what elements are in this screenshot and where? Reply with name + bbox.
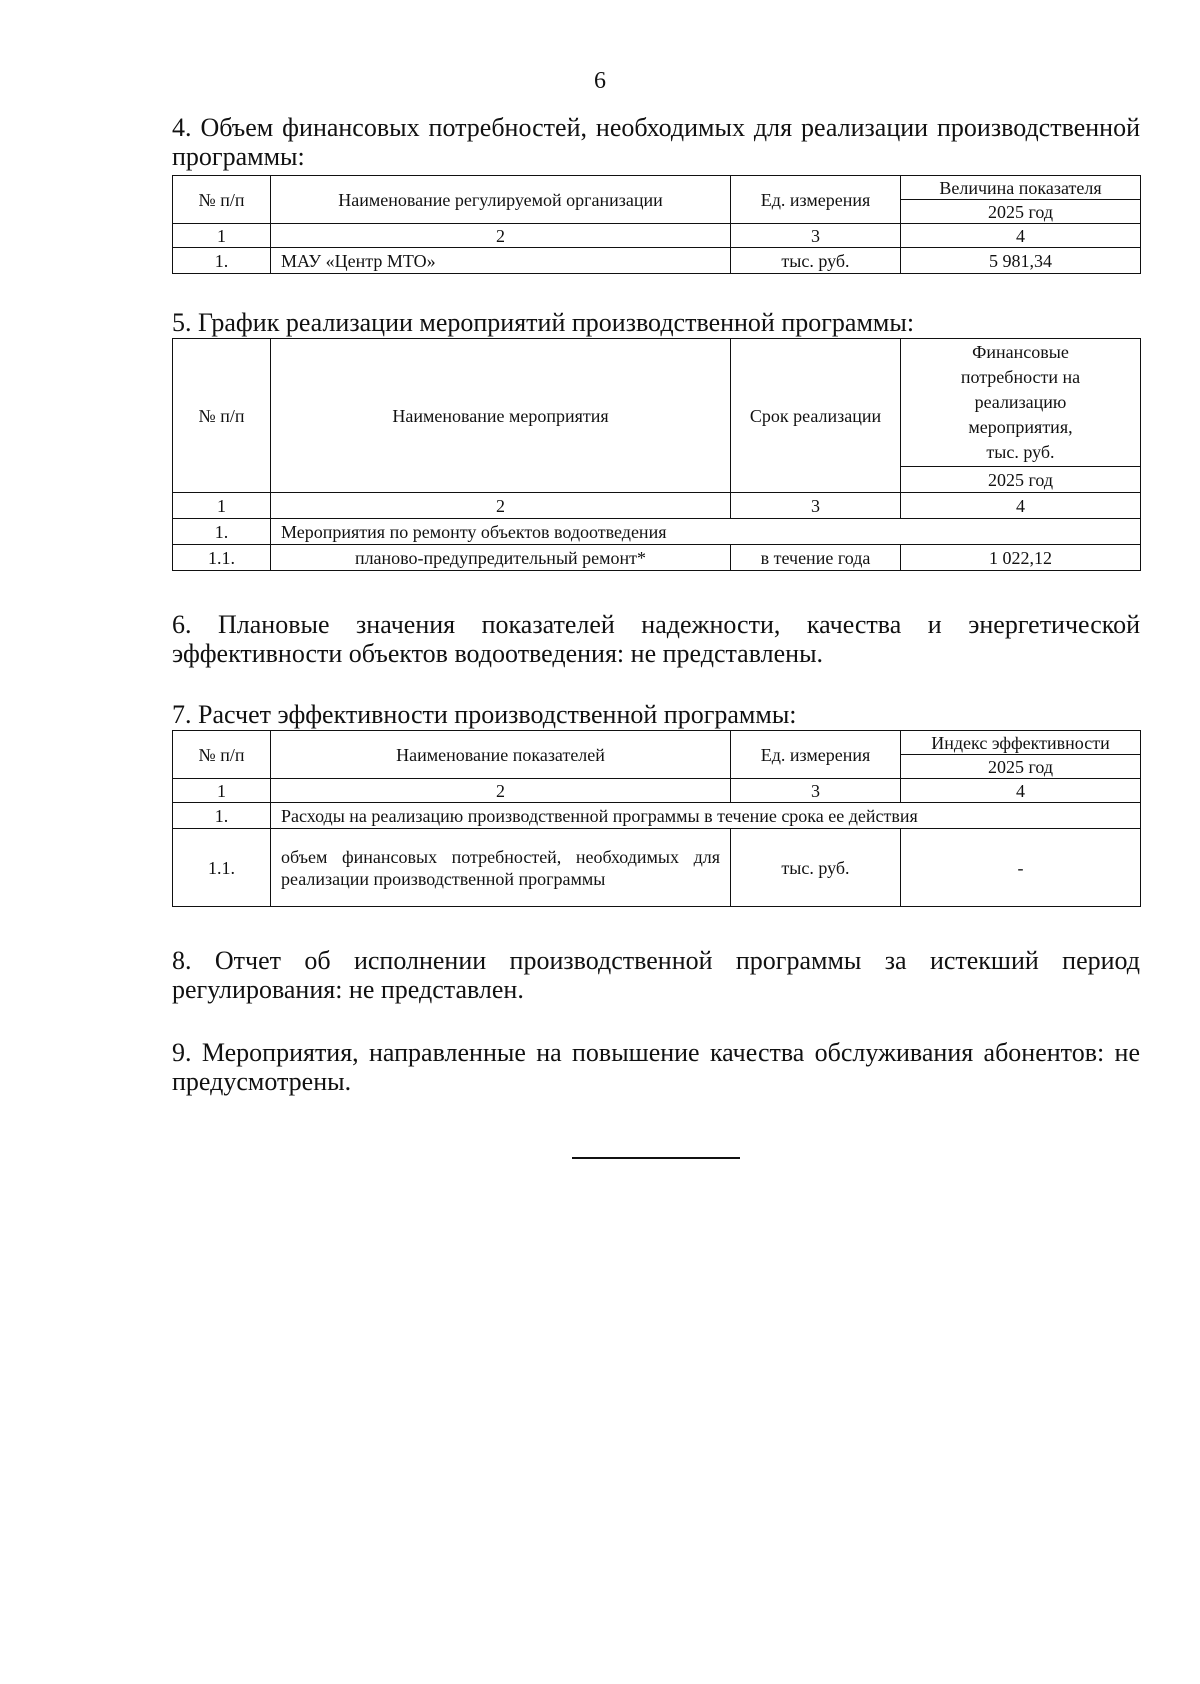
row-indicator-name: объем финансовых потребностей, необходимых для реализации производственной программы (271, 829, 731, 907)
group-num: 1. (173, 519, 271, 545)
col-number: 4 (901, 224, 1141, 248)
financial-needs-table (172, 175, 1141, 274)
header-year: 2025 год (901, 755, 1141, 779)
header-org-name: Наименование регулируемой организации (271, 176, 731, 224)
row-value: 5 981,34 (901, 248, 1141, 274)
header-year: 2025 год (901, 467, 1141, 493)
col-number: 3 (731, 779, 901, 803)
section-9-text: 9. Мероприятия, направленные на повышение качества обслуживания абонентов: не предусмотрены. (172, 1038, 1140, 1096)
header-finance (901, 339, 1141, 467)
row-value: 1 022,12 (901, 545, 1141, 571)
col-number: 2 (271, 493, 731, 519)
table-row (173, 224, 1141, 248)
table-row (173, 545, 1141, 571)
row-activity-name: планово-предупредительный ремонт* (271, 545, 731, 571)
table-row (173, 829, 1141, 907)
table-row (173, 803, 1141, 829)
header-index: Индекс эффективности (901, 731, 1141, 755)
header-term: Срок реализации (731, 339, 901, 493)
row-num: 1.1. (173, 545, 271, 571)
section-4-title: 4. Объем финансовых потребностей, необходимых для реализации производственной программы: (172, 113, 1140, 171)
header-num: № п/п (173, 731, 271, 779)
header-finance-line: реализацию (974, 392, 1067, 412)
header-value: Величина показателя (901, 176, 1141, 200)
section-7-title: 7. Расчет эффективности производственной программы: (172, 700, 797, 729)
end-separator-line (572, 1157, 740, 1159)
row-term: в течение года (731, 545, 901, 571)
table-row (173, 779, 1141, 803)
col-number: 1 (173, 493, 271, 519)
header-year: 2025 год (901, 200, 1141, 224)
col-number: 1 (173, 779, 271, 803)
col-number: 3 (731, 224, 901, 248)
col-number: 3 (731, 493, 901, 519)
table-row (173, 493, 1141, 519)
header-finance-line: потребности на (960, 367, 1081, 387)
header-unit: Ед. измерения (731, 731, 901, 779)
col-number: 4 (901, 779, 1141, 803)
header-finance-line: мероприятия, (968, 417, 1073, 437)
efficiency-table (172, 730, 1141, 907)
header-finance-line: Финансовые (972, 342, 1069, 362)
page-number: 6 (594, 68, 606, 94)
group-name: Мероприятия по ремонту объектов водоотведения (271, 519, 1141, 545)
group-name: Расходы на реализацию производственной программы в течение срока ее действия (271, 803, 1141, 829)
col-number: 4 (901, 493, 1141, 519)
row-unit: тыс. руб. (731, 248, 901, 274)
section-5-title: 5. График реализации мероприятий производственной программы: (172, 308, 915, 337)
schedule-table (172, 338, 1141, 571)
header-unit: Ед. измерения (731, 176, 901, 224)
section-6-text: 6. Плановые значения показателей надежности, качества и энергетической эффективности объектов водоотведения: не представлены. (172, 610, 1140, 668)
row-unit: тыс. руб. (731, 829, 901, 907)
table-row (173, 519, 1141, 545)
header-activity-name: Наименование мероприятия (271, 339, 731, 493)
col-number: 2 (271, 779, 731, 803)
col-number: 2 (271, 224, 731, 248)
section-8-text: 8. Отчет об исполнении производственной программы за истекший период регулирования: не представлен. (172, 946, 1140, 1004)
col-number: 1 (173, 224, 271, 248)
header-finance-line: тыс. руб. (986, 442, 1055, 462)
row-org-name: МАУ «Центр МТО» (271, 248, 731, 274)
header-num: № п/п (173, 339, 271, 493)
row-value: - (901, 829, 1141, 907)
row-num: 1. (173, 248, 271, 274)
row-num: 1.1. (173, 829, 271, 907)
table-row (173, 248, 1141, 274)
header-num: № п/п (173, 176, 271, 224)
group-num: 1. (173, 803, 271, 829)
header-indicator-name: Наименование показателей (271, 731, 731, 779)
